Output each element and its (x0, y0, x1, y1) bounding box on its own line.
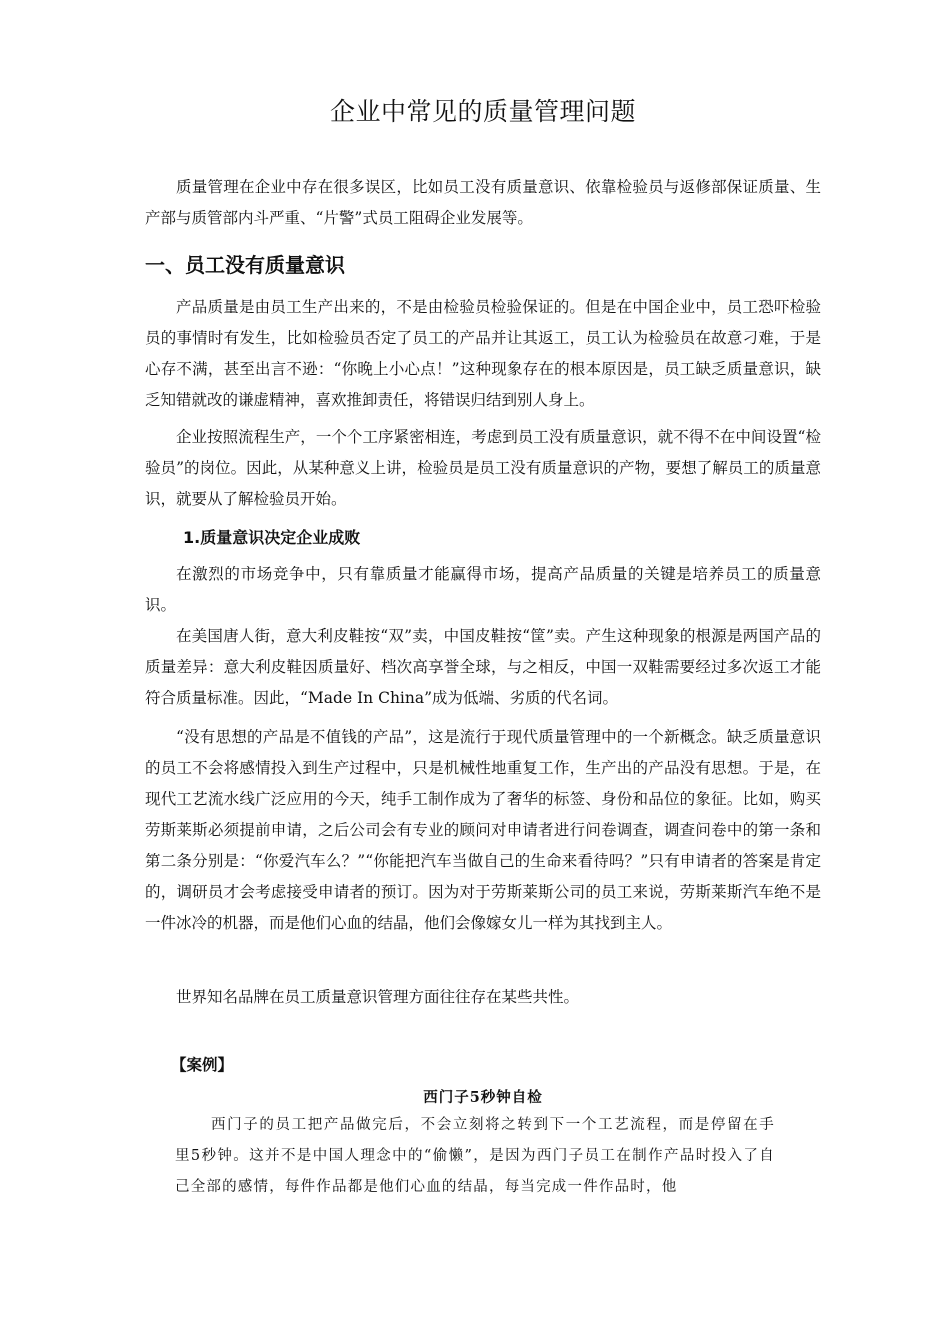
case-title: 西门子5秒钟自检 (423, 1089, 543, 1106)
subsection-paragraph: 世界知名品牌在员工质量意识管理方面往往存在某些共性。 (176, 988, 580, 1006)
case-label: 【案例】 (171, 1056, 234, 1074)
subsection-paragraph: 在美国唐人街，意大利皮鞋按“双”卖，中国皮鞋按“筐”卖。产生这种现象的根源是两国产品的质量差异：意大利皮鞋因质量好、档次高享誉全球，与之相反，中国一双鞋需要经过多次返工才能符合质量标准。因此，“Made In China”成为低端、劣质的代名词。 (145, 627, 821, 707)
subsection-paragraph: “没有思想的产品是不值钱的产品”，这是流行于现代质量管理中的一个新概念。缺乏质量意识的员工不会将感情投入到生产过程中，只是机械性地重复工作，生产出的产品没有思想。于是，在现代工艺流水线广泛应用的今天，纯手工制作成为了奢华的标签、身份和品位的象征。比如，购买劳斯莱斯必须提前申请，之后公司会有专业的顾问对申请者进行问卷调查，调查问卷中的第一条和第二条分别是：“你爱汽车么？”“你能把汽车当做自己的生命来看待吗？”只有申请者的答案是肯定的，调研员才会考虑接受申请者的预订。因为对于劳斯莱斯公司的员工来说，劳斯莱斯汽车绝不是一件冰冷的机器，而是他们心血的结晶，他们会像嫁女儿一样为其找到主人。 (145, 728, 821, 932)
subsection-paragraph: 在激烈的市场竞争中，只有靠质量才能赢得市场，提高产品质量的关键是培养员工的质量意识。 (145, 565, 821, 614)
intro-paragraph: 质量管理在企业中存在很多误区，比如员工没有质量意识、依靠检验员与返修部保证质量、生产部与质管部内斗严重、“片警”式员工阻碍企业发展等。 (145, 178, 821, 227)
section-paragraph: 企业按照流程生产，一个个工序紧密相连，考虑到员工没有质量意识，就不得不在中间设置“检验员”的岗位。因此，从某种意义上讲，检验员是员工没有质量意识的产物，要想了解员工的质量意识，就要从了解检验员开始。 (145, 428, 821, 508)
page-title: 企业中常见的质量管理问题 (329, 97, 636, 126)
case-paragraph: 西门子的员工把产品做完后，不会立刻将之转到下一个工艺流程，而是停留在手里5秒钟。这并不是中国人理念中的“偷懒”，是因为西门子员工在制作产品时投入了自己全部的感情，每件作品都是他们心血的结晶，每当完成一件作品时，他 (175, 1117, 775, 1195)
section-heading: 一、员工没有质量意识 (145, 253, 345, 277)
subsection-heading: 1.质量意识决定企业成败 (183, 528, 361, 547)
section-paragraph: 产品质量是由员工生产出来的，不是由检验员检验保证的。但是在中国企业中，员工恐吓检验员的事情时有发生，比如检验员否定了员工的产品并让其返工，员工认为检验员在故意刁难，于是心存不满，甚至出言不逊：“你晚上小心点！”这种现象存在的根本原因是，员工缺乏质量意识，缺乏知错就改的谦虚精神，喜欢推卸责任，将错误归结到别人身上。 (145, 298, 821, 409)
